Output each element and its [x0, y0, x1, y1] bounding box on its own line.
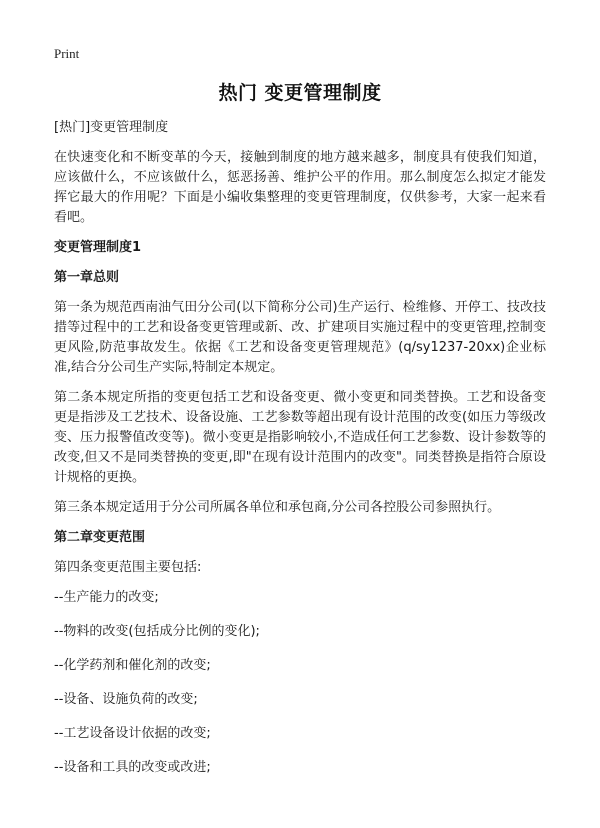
article-2: 第二条本规定所指的变更包括工艺和设备变更、微小变更和同类替换。工艺和设备变更是指涉及工艺技术、设备设施、工艺参数等超出现有设计范围的改变(如压力等级改变、压力报警值改变等)。微小变更是指影响较小,不造成任何工艺参数、设计参数等的改变,但又不是同类替换的变更,即"在现有设计范围内的改变"。同类替换是指符合原设计规格的更换。	[54, 390, 546, 485]
list-item: --物料的改变(包括成分比例的变化);	[54, 624, 260, 639]
page-title: 热门 变更管理制度	[218, 82, 382, 104]
subtitle: [热门]变更管理制度	[54, 120, 169, 135]
article-4: 第四条变更范围主要包括:	[54, 560, 202, 575]
chapter-1-heading: 第一章总则	[54, 270, 120, 285]
list-item: --设备和工具的改变或改进;	[54, 760, 211, 775]
article-3: 第三条本规定适用于分公司所属各单位和承包商,分公司各控股公司参照执行。	[54, 500, 501, 515]
list-item: --生产能力的改变;	[54, 590, 159, 605]
intro-paragraph: 在快速变化和不断变革的今天，接触到制度的地方越来越多，制度具有使我们知道，应该做什么，不应该做什么，惩恶扬善、维护公平的作用。那么制度怎么拟定才能发挥它最大的作用呢？下面是小编收集整理的变更管理制度，仅供参考，大家一起来看看吧。	[54, 150, 546, 225]
list-item: --工艺设备设计依据的改变;	[54, 726, 211, 741]
document-body	[54, 118, 546, 792]
list-item: --设备、设施负荷的改变;	[54, 692, 198, 707]
article-1: 第一条为规范西南油气田分公司(以下简称分公司)生产运行、检维修、开停工、技改技措等过程中的工艺和设备变更管理或新、改、扩建项目实施过程中的变更管理,控制变更风险,防范事故发生。依据《工艺和设备变更管理规范》(q/sy1237-20xx)企业标准,结合分公司生产实际,特制定本规定。	[54, 300, 546, 375]
print-link[interactable]: Print	[54, 46, 80, 61]
list-item: --化学药剂和催化剂的改变;	[54, 658, 211, 673]
chapter-2-heading: 第二章变更范围	[54, 530, 146, 545]
section-heading: 变更管理制度1	[54, 240, 142, 255]
